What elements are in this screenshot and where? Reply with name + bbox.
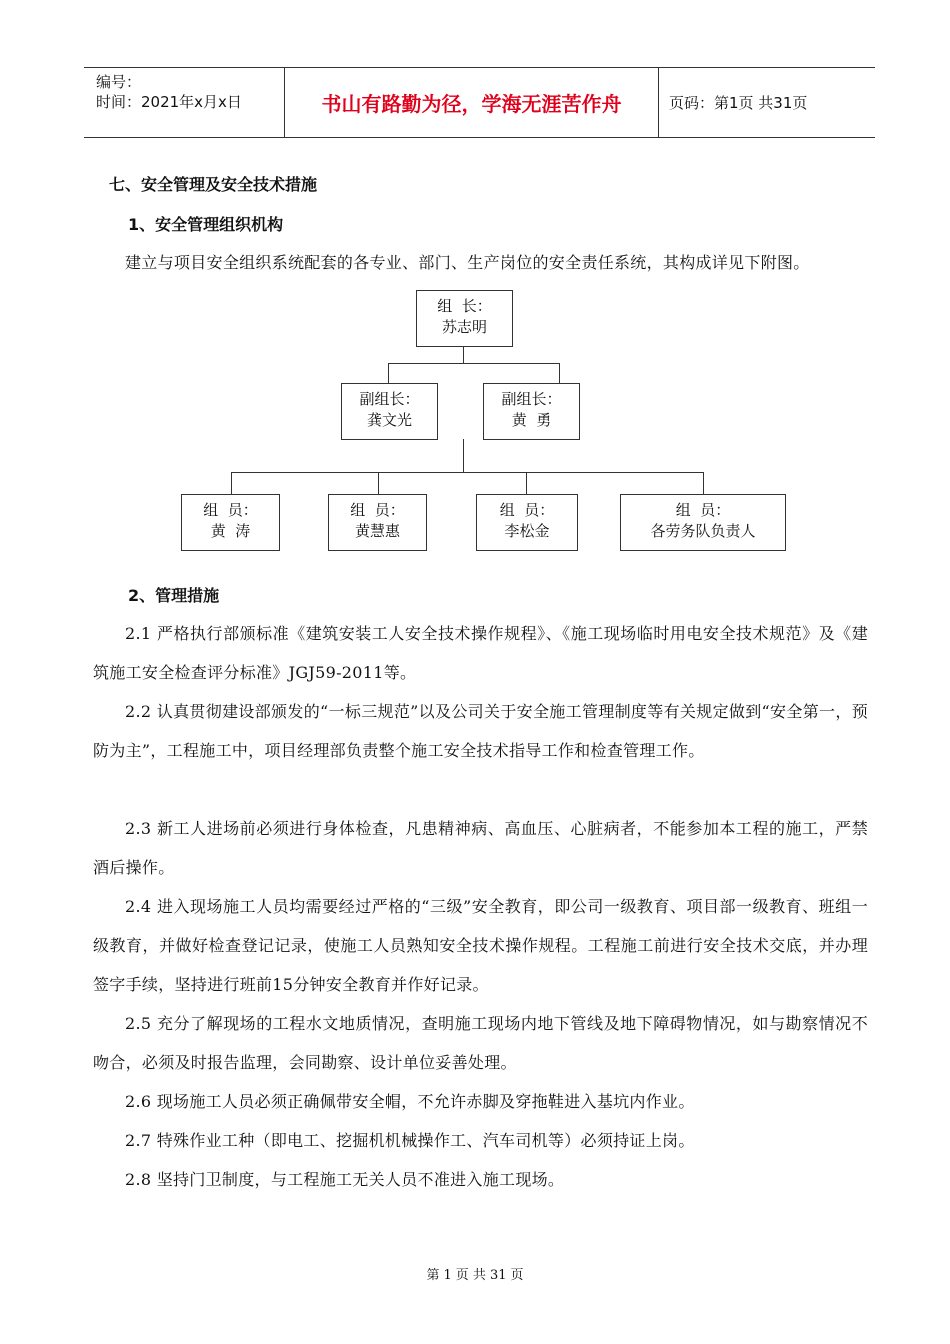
org-leader-box: [416, 290, 513, 347]
org-deputy-box: [483, 383, 580, 440]
org-member-box: [328, 494, 427, 551]
org-role: 组 员：: [350, 501, 405, 519]
org-name: 黄慧惠: [354, 522, 400, 540]
org-name: 李松金: [504, 522, 550, 540]
org-connector: [388, 363, 389, 384]
measure-paragraph: 2.7 特殊作业工种（即电工、挖掘机机械操作工、汽车司机等）必须持证上岗。: [125, 1131, 695, 1150]
measure-paragraph: 2.1 严格执行部颁标准《建筑安装工人安全技术操作规程》、《施工现场临时用电安全技术规范》及《建筑施工安全检查评分标准》JGJ59-2011等。: [93, 624, 868, 682]
org-connector: [526, 472, 527, 495]
org-connector: [703, 472, 704, 495]
org-connector: [559, 363, 560, 384]
doc-code-label: 编号：: [96, 73, 142, 91]
measure-paragraph: 2.4 进入现场施工人员均需要经过严格的“三级”安全教育，即公司一级教育、项目部一级教育、班组一级教育，并做好检查登记记录，使施工人员熟知安全技术操作规程。工程施工前进行安全技术交底，并办理签字手续，坚持进行班前15分钟安全教育并作好记录。: [93, 897, 868, 994]
intro-paragraph: 建立与项目安全组织系统配套的各专业、部门、生产岗位的安全责任系统，其构成详见下附图。: [125, 253, 810, 272]
org-name: 黄 涛: [210, 522, 251, 540]
org-member-box: [620, 494, 786, 551]
org-role: 组 员：: [499, 501, 555, 519]
subsection-title-org: 1、安全管理组织机构: [128, 215, 284, 234]
subsection-title-measures: 2、管理措施: [128, 586, 220, 605]
org-role: 组 员：: [675, 501, 731, 519]
org-name: 龚文光: [366, 411, 412, 429]
header-meta: [84, 68, 285, 137]
org-connector: [231, 472, 232, 495]
org-connector: [231, 472, 704, 473]
footer-prefix: 第: [426, 1268, 440, 1283]
page-footer: [0, 1264, 950, 1283]
org-deputy-box: [341, 383, 438, 440]
header-page-info: 页码：第1页 共31页: [669, 94, 808, 112]
org-role: 组 员：: [203, 501, 258, 519]
header-motto: 书山有路勤为径，学海无涯苦作舟: [285, 68, 659, 137]
org-role: 副组长：: [501, 390, 562, 408]
footer-total-pages: 31: [489, 1268, 507, 1283]
org-member-box: [181, 494, 280, 551]
org-connector: [463, 439, 464, 473]
org-connector: [463, 346, 464, 364]
org-member-box: [476, 494, 578, 551]
org-role: 组 长：: [437, 297, 492, 315]
org-name: 黄 勇: [511, 411, 552, 429]
footer-page-number: 1: [443, 1268, 452, 1283]
doc-time-label: 时间：2021年x月x日: [96, 93, 242, 111]
section-title: 七、安全管理及安全技术措施: [109, 175, 318, 194]
measure-paragraph: 2.8 坚持门卫制度，与工程施工无关人员不准进入施工现场。: [125, 1170, 565, 1189]
footer-suffix: 页: [510, 1268, 524, 1283]
page-header: [84, 67, 875, 138]
org-name: 各劳务队负责人: [650, 522, 756, 540]
org-connector: [378, 472, 379, 495]
measure-paragraph: 2.3 新工人进场前必须进行身体检查，凡患精神病、高血压、心脏病者，不能参加本工程的施工，严禁酒后操作。: [93, 819, 868, 877]
measure-paragraph: 2.2 认真贯彻建设部颁发的“一标三规范”以及公司关于安全施工管理制度等有关规定做到“安全第一，预防为主”，工程施工中，项目经理部负责整个施工安全技术指导工作和检查管理工作。: [93, 702, 868, 760]
measure-paragraph: 2.5 充分了解现场的工程水文地质情况，查明施工现场内地下管线及地下障碍物情况，如与勘察情况不吻合，必须及时报告监理，会同勘察、设计单位妥善处理。: [93, 1014, 868, 1072]
org-name: 苏志明: [441, 318, 487, 336]
footer-mid: 页 共: [455, 1268, 486, 1283]
org-role: 副组长：: [359, 390, 420, 408]
org-connector: [388, 363, 560, 364]
measure-paragraph: 2.6 现场施工人员必须正确佩带安全帽，不允许赤脚及穿拖鞋进入基坑内作业。: [125, 1092, 695, 1111]
